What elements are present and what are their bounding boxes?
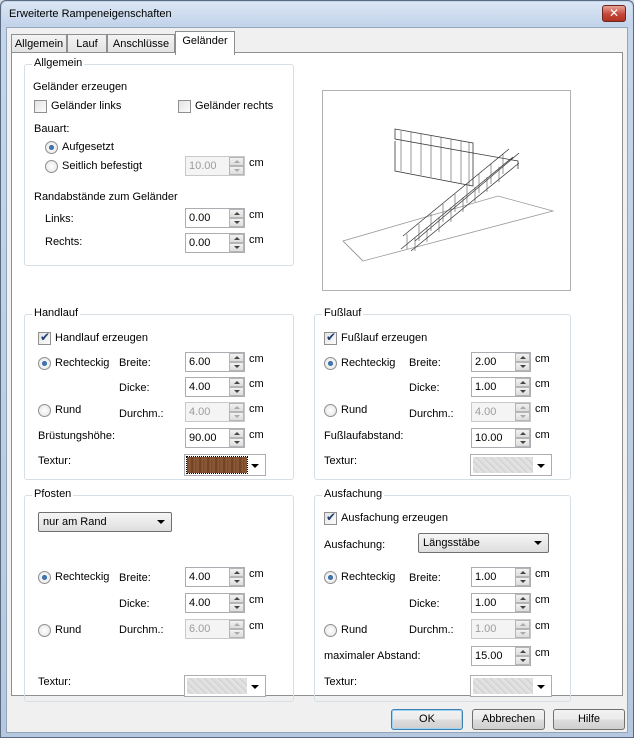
bruestungshoehe-stepper[interactable]	[185, 428, 245, 448]
unit-cm: cm	[249, 234, 264, 246]
window-title: Erweiterte Rampeneigenschaften	[9, 8, 172, 20]
pfosten-breite-value: 4.00	[189, 571, 211, 583]
ausfachung-durchm-stepper[interactable]	[471, 619, 531, 639]
label-links: Links:	[45, 213, 74, 225]
label-gelaender-rechts: Geländer rechts	[195, 100, 274, 112]
rand-rechts-down-button[interactable]	[229, 243, 244, 252]
dropdown-arrow-icon	[537, 685, 545, 689]
help-button[interactable]: Hilfe	[553, 709, 625, 730]
fusslaufabstand-up-button[interactable]	[515, 429, 530, 438]
unit-cm: cm	[535, 647, 550, 659]
maximaler-abstand-up-button[interactable]	[515, 647, 530, 656]
label-ausfachung-dicke: Dicke:	[409, 598, 440, 610]
pfosten-dicke-up-button[interactable]	[229, 594, 244, 603]
label-fusslauf-textur: Textur:	[324, 455, 358, 467]
ausfachung-dicke-down-button[interactable]	[515, 603, 530, 612]
ausfachung-breite-stepper[interactable]	[471, 567, 531, 587]
handlauf-dicke-down-button[interactable]	[229, 387, 244, 396]
label-ausfachung-rund: Rund	[341, 624, 368, 636]
bruestungshoehe-value: 90.00	[189, 432, 217, 444]
label-pfosten-breite: Breite:	[119, 572, 151, 584]
unit-cm: cm	[249, 568, 264, 580]
label-seitlich-befestigt: Seitlich befestigt	[62, 160, 143, 172]
radio-fusslauf-rechteckig[interactable]	[324, 357, 337, 370]
rand-rechts-up-button[interactable]	[229, 234, 244, 243]
cancel-button[interactable]: Abbrechen	[472, 709, 545, 730]
handlauf-breite-value: 6.00	[189, 356, 211, 368]
grey-texture-swatch	[473, 457, 533, 473]
unit-cm: cm	[535, 403, 550, 415]
label-fusslauf-breite: Breite:	[409, 357, 441, 369]
chevron-down-icon	[534, 541, 542, 545]
unit-cm: cm	[249, 620, 264, 632]
unit-cm: cm	[249, 429, 264, 441]
seitlich-abstand-stepper[interactable]	[185, 156, 245, 176]
checkbox-gelaender-links[interactable]	[34, 100, 47, 113]
dropdown-arrow-icon	[251, 464, 259, 468]
ausfachung-type-select[interactable]	[418, 533, 549, 553]
fusslauf-breite-stepper[interactable]	[471, 352, 531, 372]
label-bauart: Bauart:	[34, 123, 70, 135]
label-ausfachung-textur: Textur:	[324, 676, 358, 688]
chevron-down-icon	[157, 520, 165, 524]
fusslauf-breite-value: 2.00	[475, 356, 497, 368]
tab-anschluesse[interactable]: Anschlüsse	[107, 34, 175, 54]
ausfachung-dicke-up-button[interactable]	[515, 594, 530, 603]
label-bruestungshoehe: Brüstungshöhe:	[38, 430, 116, 442]
handlauf-dicke-stepper[interactable]	[185, 377, 245, 397]
fusslauf-durchm-stepper[interactable]	[471, 402, 531, 422]
label-aufgesetzt: Aufgesetzt	[62, 141, 114, 153]
fusslaufabstand-down-button[interactable]	[515, 438, 530, 447]
stair-preview-image	[322, 90, 571, 291]
radio-ausfachung-rechteckig[interactable]	[324, 571, 337, 584]
radio-handlauf-rund[interactable]	[38, 404, 51, 417]
unit-cm: cm	[535, 353, 550, 365]
group-ausfachung	[314, 488, 571, 702]
label-handlauf-durchm: Durchm.:	[119, 408, 164, 420]
handlauf-breite-down-button[interactable]	[229, 362, 244, 371]
unit-cm: cm	[535, 378, 550, 390]
label-ausfachung-erzeugen: Ausfachung erzeugen	[341, 512, 449, 524]
checkbox-fusslauf-erzeugen[interactable]	[324, 332, 337, 345]
group-fusslauf-title: Fußlauf	[324, 307, 362, 319]
handlauf-durchm-down-button[interactable]	[229, 412, 244, 421]
grey-texture-swatch	[187, 678, 247, 694]
close-button[interactable]: ✕	[602, 5, 626, 22]
unit-cm: cm	[249, 594, 264, 606]
tab-gelaender[interactable]: Geländer	[175, 31, 235, 55]
dropdown-arrow-icon	[537, 464, 545, 468]
fusslauf-breite-down-button[interactable]	[515, 362, 530, 371]
ausfachung-breite-value: 1.00	[475, 571, 497, 583]
fusslauf-dicke-value: 1.00	[475, 381, 497, 393]
rand-rechts-stepper[interactable]	[185, 233, 245, 253]
radio-fusslauf-rund[interactable]	[324, 404, 337, 417]
dropdown-arrow-icon	[251, 685, 259, 689]
maximaler-abstand-value: 15.00	[475, 650, 503, 662]
group-fusslauf	[314, 307, 571, 480]
radio-pfosten-rechteckig[interactable]	[38, 571, 51, 584]
label-handlauf-dicke: Dicke:	[119, 382, 150, 394]
pfosten-durchm-value: 6.00	[189, 623, 211, 635]
label-gelaender-erzeugen: Geländer erzeugen	[33, 81, 128, 93]
unit-cm: cm	[535, 429, 550, 441]
unit-cm: cm	[249, 403, 264, 415]
handlauf-durchm-up-button[interactable]	[229, 403, 244, 412]
seitlich-down-button[interactable]	[229, 166, 244, 175]
ok-button[interactable]: OK	[391, 709, 463, 730]
fusslauf-texture-picker[interactable]	[470, 454, 552, 476]
handlauf-breite-up-button[interactable]	[229, 353, 244, 362]
fusslauf-durchm-up-button[interactable]	[515, 403, 530, 412]
handlauf-durchm-stepper[interactable]	[185, 402, 245, 422]
label-pfosten-dicke: Dicke:	[119, 598, 150, 610]
tab-lauf[interactable]: Lauf	[67, 34, 107, 54]
pfosten-durchm-down-button[interactable]	[229, 629, 244, 638]
ausfachung-durchm-down-button[interactable]	[515, 629, 530, 638]
handlauf-breite-stepper[interactable]	[185, 352, 245, 372]
unit-cm: cm	[249, 353, 264, 365]
label-fusslaufabstand: Fußlaufabstand:	[324, 430, 404, 442]
label-handlauf-textur: Textur:	[38, 455, 72, 467]
unit-cm: cm	[535, 620, 550, 632]
pfosten-breite-down-button[interactable]	[229, 577, 244, 586]
rand-rechts-value: 0.00	[189, 237, 211, 249]
ausfachung-texture-picker[interactable]	[470, 675, 552, 697]
radio-aufgesetzt[interactable]	[45, 141, 58, 154]
label-randabstaende: Randabstände zum Geländer	[34, 191, 178, 203]
group-handlauf-title: Handlauf	[34, 307, 79, 319]
tab-allgemein[interactable]: Allgemein	[11, 34, 67, 54]
label-ausfachung-type: Ausfachung:	[324, 539, 386, 551]
radio-ausfachung-rund[interactable]	[324, 624, 337, 637]
ausfachung-breite-up-button[interactable]	[515, 568, 530, 577]
group-allgemein-title: Allgemein	[34, 57, 83, 69]
unit-cm: cm	[249, 378, 264, 390]
label-handlauf-erzeugen: Handlauf erzeugen	[55, 332, 148, 344]
label-fusslauf-dicke: Dicke:	[409, 382, 440, 394]
ausfachung-type-value: Längsstäbe	[423, 537, 480, 549]
maximaler-abstand-stepper[interactable]	[471, 646, 531, 666]
bruestungshoehe-up-button[interactable]	[229, 429, 244, 438]
handlauf-durchm-value: 4.00	[189, 406, 211, 418]
pfosten-durchm-up-button[interactable]	[229, 620, 244, 629]
label-pfosten-rund: Rund	[55, 624, 82, 636]
group-allgemein	[24, 57, 294, 266]
group-pfosten	[24, 488, 294, 702]
ausfachung-dicke-value: 1.00	[475, 597, 497, 609]
fusslauf-dicke-stepper[interactable]	[471, 377, 531, 397]
group-ausfachung-title: Ausfachung	[324, 488, 383, 500]
title-bar[interactable]	[2, 2, 632, 26]
rand-links-value: 0.00	[189, 212, 211, 224]
checkbox-gelaender-rechts[interactable]	[178, 100, 191, 113]
label-gelaender-links: Geländer links	[51, 100, 122, 112]
label-fusslauf-erzeugen: Fußlauf erzeugen	[341, 332, 428, 344]
rand-links-down-button[interactable]	[229, 218, 244, 227]
unit-cm: cm	[249, 157, 264, 169]
fusslaufabstand-stepper[interactable]	[471, 428, 531, 448]
label-ausfachung-durchm: Durchm.:	[409, 624, 454, 636]
pfosten-mode-value: nur am Rand	[43, 516, 107, 528]
label-ausfachung-breite: Breite:	[409, 572, 441, 584]
handlauf-dicke-value: 4.00	[189, 381, 211, 393]
label-handlauf-rechteckig: Rechteckig	[55, 357, 110, 369]
rand-links-stepper[interactable]	[185, 208, 245, 228]
pfosten-durchm-stepper[interactable]	[185, 619, 245, 639]
radio-seitlich-befestigt[interactable]	[45, 160, 58, 173]
pfosten-mode-select[interactable]	[38, 512, 172, 532]
stair-railing-drawing	[323, 91, 570, 290]
ausfachung-dicke-stepper[interactable]	[471, 593, 531, 613]
wood-texture-swatch	[187, 457, 247, 473]
label-handlauf-rund: Rund	[55, 404, 82, 416]
pfosten-dicke-stepper[interactable]	[185, 593, 245, 613]
fusslauf-dicke-up-button[interactable]	[515, 378, 530, 387]
seitlich-up-button[interactable]	[229, 157, 244, 166]
grey-texture-swatch	[473, 678, 533, 694]
label-pfosten-textur: Textur:	[38, 676, 72, 688]
pfosten-dicke-value: 4.00	[189, 597, 211, 609]
label-handlauf-breite: Breite:	[119, 357, 151, 369]
rand-links-up-button[interactable]	[229, 209, 244, 218]
fusslauf-durchm-value: 4.00	[475, 406, 497, 418]
dialog-client	[6, 27, 628, 733]
label-maximaler-abstand: maximaler Abstand:	[324, 650, 421, 662]
checkbox-handlauf-erzeugen[interactable]	[38, 332, 51, 345]
label-rechts: Rechts:	[45, 236, 83, 248]
fusslauf-breite-up-button[interactable]	[515, 353, 530, 362]
pfosten-texture-picker[interactable]	[184, 675, 266, 697]
handlauf-dicke-up-button[interactable]	[229, 378, 244, 387]
fusslauf-dicke-down-button[interactable]	[515, 387, 530, 396]
ausfachung-durchm-up-button[interactable]	[515, 620, 530, 629]
fusslauf-durchm-down-button[interactable]	[515, 412, 530, 421]
label-fusslauf-rund: Rund	[341, 404, 368, 416]
label-ausfachung-rechteckig: Rechteckig	[341, 571, 396, 583]
handlauf-texture-picker[interactable]	[184, 454, 266, 476]
fusslaufabstand-value: 10.00	[475, 432, 503, 444]
unit-cm: cm	[535, 568, 550, 580]
label-fusslauf-rechteckig: Rechteckig	[341, 357, 396, 369]
pfosten-dicke-down-button[interactable]	[229, 603, 244, 612]
group-handlauf	[24, 307, 294, 480]
bruestungshoehe-down-button[interactable]	[229, 438, 244, 447]
unit-cm: cm	[535, 594, 550, 606]
pfosten-breite-stepper[interactable]	[185, 567, 245, 587]
pfosten-breite-up-button[interactable]	[229, 568, 244, 577]
group-pfosten-title: Pfosten	[34, 488, 72, 500]
checkbox-ausfachung-erzeugen[interactable]	[324, 512, 337, 525]
label-pfosten-rechteckig: Rechteckig	[55, 571, 110, 583]
radio-handlauf-rechteckig[interactable]	[38, 357, 51, 370]
ausfachung-breite-down-button[interactable]	[515, 577, 530, 586]
radio-pfosten-rund[interactable]	[38, 624, 51, 637]
tab-panel-gelaender	[11, 52, 623, 696]
maximaler-abstand-down-button[interactable]	[515, 656, 530, 665]
label-fusslauf-durchm: Durchm.:	[409, 408, 454, 420]
label-pfosten-durchm: Durchm.:	[119, 624, 164, 636]
unit-cm: cm	[249, 209, 264, 221]
seitlich-abstand-value: 10.00	[189, 160, 217, 172]
ausfachung-durchm-value: 1.00	[475, 623, 497, 635]
